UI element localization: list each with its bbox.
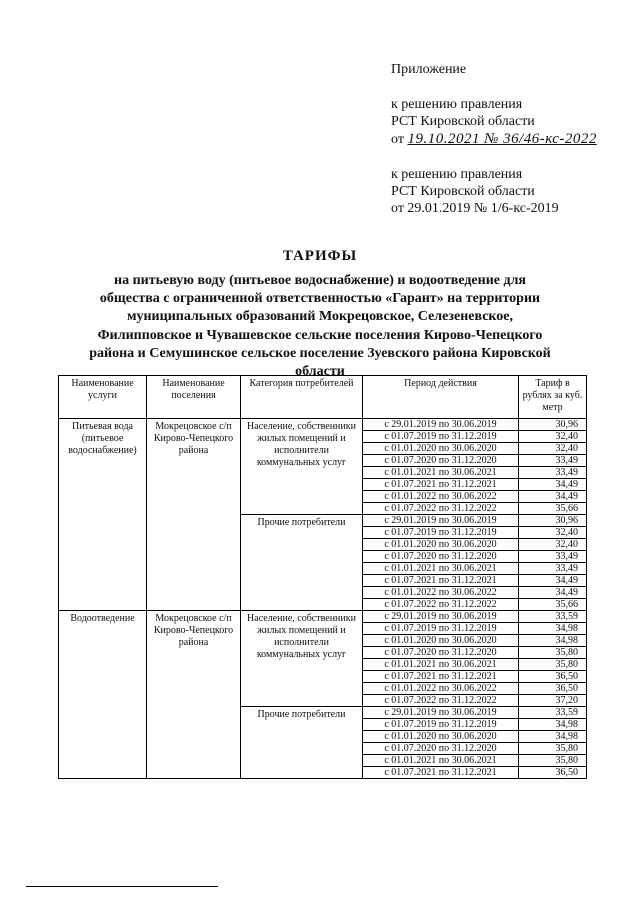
tariff-cell: 34,98 xyxy=(519,635,587,647)
period-cell: с 01.01.2020 по 30.06.2020 xyxy=(363,731,519,743)
decision1-line1: к решению правления xyxy=(391,97,523,112)
settlement-cell: Мокрецовское с/п Кирово-Чепецкого района xyxy=(147,611,241,779)
tariff-cell: 35,80 xyxy=(519,647,587,659)
document-subtitle xyxy=(70,272,570,381)
period-cell: с 01.01.2021 по 30.06.2021 xyxy=(363,659,519,671)
subtitle-line: Филипповское и Чувашевское сельские поселения Кирово-Чепецкого xyxy=(97,327,543,343)
period-cell: с 01.01.2020 по 30.06.2020 xyxy=(363,539,519,551)
period-cell: с 29.01.2019 по 30.06.2019 xyxy=(363,419,519,431)
tariff-cell: 32,40 xyxy=(519,443,587,455)
period-cell: с 01.01.2020 по 30.06.2020 xyxy=(363,635,519,647)
period-cell: с 01.01.2020 по 30.06.2020 xyxy=(363,443,519,455)
tariff-cell: 36,50 xyxy=(519,767,587,779)
period-cell: с 01.07.2021 по 31.12.2021 xyxy=(363,575,519,587)
subtitle-line: района и Семушинское сельское поселение Зуевского района Кировской xyxy=(89,345,551,361)
decision2-line1: к решению правления xyxy=(391,167,523,182)
tariff-cell: 34,98 xyxy=(519,623,587,635)
tariff-cell: 33,59 xyxy=(519,707,587,719)
tariff-cell: 34,49 xyxy=(519,491,587,503)
period-cell: с 29.01.2019 по 30.06.2019 xyxy=(363,707,519,719)
tariff-cell: 33,49 xyxy=(519,467,587,479)
tariff-table xyxy=(58,375,587,779)
category-cell: Прочие потребители xyxy=(241,707,363,779)
tariff-cell: 37,20 xyxy=(519,695,587,707)
period-cell: с 01.01.2021 по 30.06.2021 xyxy=(363,563,519,575)
decision1-line2: РСТ Кировской области xyxy=(391,114,535,129)
category-cell: Население, собственники жилых помещений и исполнители коммунальных услуг xyxy=(241,611,363,707)
header-settlement: Наименование поселения xyxy=(147,376,241,419)
header-tariff: Тариф в рублях за куб. метр xyxy=(519,376,587,419)
period-cell: с 01.07.2019 по 31.12.2019 xyxy=(363,431,519,443)
table-row xyxy=(59,419,587,431)
period-cell: с 01.07.2022 по 31.12.2022 xyxy=(363,599,519,611)
tariff-cell: 30,96 xyxy=(519,515,587,527)
handwritten-decision-number: 19.10.2021 № 36/46-кс-2022 xyxy=(407,131,597,147)
tariff-cell: 32,40 xyxy=(519,431,587,443)
tariff-cell: 35,66 xyxy=(519,503,587,515)
period-cell: с 01.07.2019 по 31.12.2019 xyxy=(363,527,519,539)
period-cell: с 01.07.2019 по 31.12.2019 xyxy=(363,623,519,635)
table-row xyxy=(59,611,587,623)
period-cell: с 01.07.2020 по 31.12.2020 xyxy=(363,743,519,755)
period-cell: с 01.01.2022 по 30.06.2022 xyxy=(363,683,519,695)
tariff-cell: 32,40 xyxy=(519,527,587,539)
period-cell: с 01.01.2021 по 30.06.2021 xyxy=(363,467,519,479)
tariff-cell: 36,50 xyxy=(519,683,587,695)
period-cell: с 01.07.2020 по 31.12.2020 xyxy=(363,647,519,659)
tariff-cell: 35,66 xyxy=(519,599,587,611)
period-cell: с 01.07.2020 по 31.12.2020 xyxy=(363,551,519,563)
tariff-cell: 34,49 xyxy=(519,575,587,587)
header-service: Наименование услуги xyxy=(59,376,147,419)
period-cell: с 01.07.2022 по 31.12.2022 xyxy=(363,503,519,515)
header-period: Период действия xyxy=(363,376,519,419)
tariff-cell: 34,49 xyxy=(519,587,587,599)
service-cell: Питьевая вода (питьевое водоснабжение) xyxy=(59,419,147,611)
period-cell: с 01.01.2022 по 30.06.2022 xyxy=(363,587,519,599)
service-cell: Водоотведение xyxy=(59,611,147,779)
period-cell: с 29.01.2019 по 30.06.2019 xyxy=(363,515,519,527)
tariff-cell: 33,59 xyxy=(519,611,587,623)
tariff-cell: 34,98 xyxy=(519,719,587,731)
tariff-cell: 33,49 xyxy=(519,455,587,467)
document-title: ТАРИФЫ xyxy=(282,248,358,264)
decision1-from: от xyxy=(391,132,404,147)
period-cell: с 01.07.2020 по 31.12.2020 xyxy=(363,455,519,467)
period-cell: с 01.01.2021 по 30.06.2021 xyxy=(363,755,519,767)
subtitle-line: области xyxy=(295,364,345,380)
header-category: Категория потребителей xyxy=(241,376,363,419)
tariff-cell: 30,96 xyxy=(519,419,587,431)
period-cell: с 01.07.2021 по 31.12.2021 xyxy=(363,479,519,491)
table-header-row xyxy=(59,376,587,419)
tariff-cell: 32,40 xyxy=(519,539,587,551)
subtitle-line: на питьевую воду (питьевое водоснабжение) и водоотведение для xyxy=(114,273,526,288)
table-body xyxy=(59,419,587,779)
appendix-label: Приложение xyxy=(391,62,467,77)
decision1-date-line xyxy=(391,131,597,148)
period-cell: с 01.07.2022 по 31.12.2022 xyxy=(363,695,519,707)
tariff-cell: 35,80 xyxy=(519,743,587,755)
decision2-line3: от 29.01.2019 № 1/6-кс-2019 xyxy=(391,201,559,216)
tariff-cell: 33,49 xyxy=(519,551,587,563)
category-cell: Население, собственники жилых помещений и исполнители коммунальных услуг xyxy=(241,419,363,515)
footer-divider xyxy=(26,886,218,887)
period-cell: с 01.07.2021 по 31.12.2021 xyxy=(363,671,519,683)
tariff-cell: 36,50 xyxy=(519,671,587,683)
tariff-cell: 35,80 xyxy=(519,755,587,767)
subtitle-line: муниципальных образований Мокрецовское, Селезеневское, xyxy=(126,309,514,325)
tariff-cell: 34,49 xyxy=(519,479,587,491)
tariff-cell: 34,98 xyxy=(519,731,587,743)
settlement-cell: Мокрецовское с/п Кирово-Чепецкого района xyxy=(147,419,241,611)
subtitle-line: общества с ограниченной ответственностью «Гарант» на территории xyxy=(99,291,541,307)
tariff-cell: 33,49 xyxy=(519,563,587,575)
period-cell: с 01.07.2021 по 31.12.2021 xyxy=(363,767,519,779)
period-cell: с 01.07.2019 по 31.12.2019 xyxy=(363,719,519,731)
period-cell: с 29.01.2019 по 30.06.2019 xyxy=(363,611,519,623)
period-cell: с 01.01.2022 по 30.06.2022 xyxy=(363,491,519,503)
category-cell: Прочие потребители xyxy=(241,515,363,611)
decision2-line2: РСТ Кировской области xyxy=(391,184,535,199)
tariff-cell: 35,80 xyxy=(519,659,587,671)
